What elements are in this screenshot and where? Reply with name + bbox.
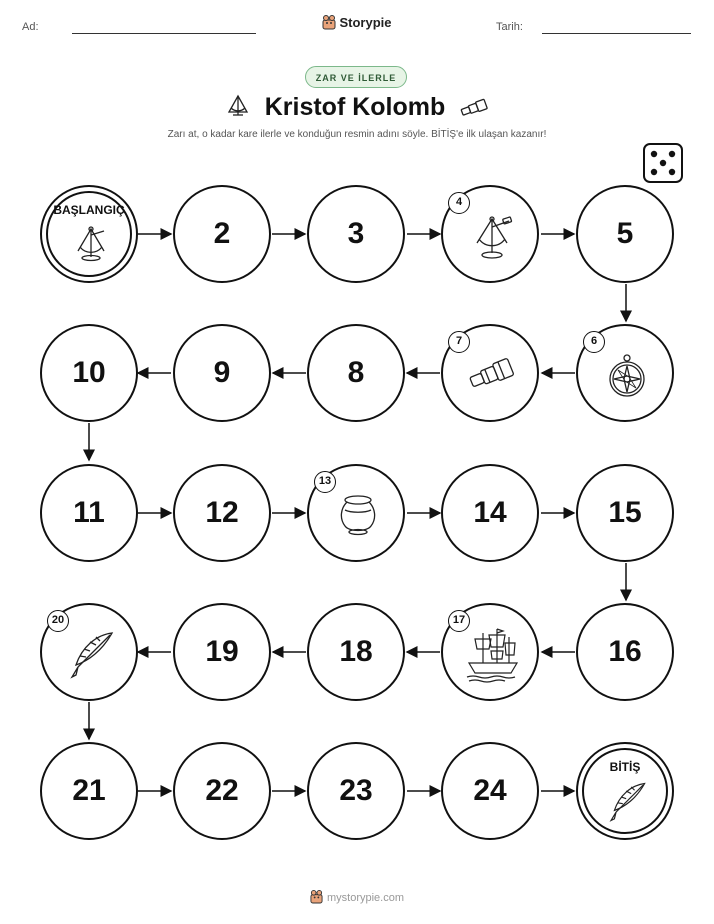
telescope-icon	[467, 356, 517, 392]
compass-icon	[605, 352, 649, 400]
square-11[interactable]: 11	[40, 464, 138, 562]
finish-square[interactable]	[576, 742, 674, 840]
square-number-badge: 13	[314, 471, 336, 493]
start-sextant-icon	[70, 221, 112, 263]
square-8[interactable]: 8	[307, 324, 405, 422]
finish-quill-icon	[606, 780, 648, 824]
sextant-icon	[469, 211, 515, 261]
square-12[interactable]: 12	[173, 464, 271, 562]
square-number-badge: 17	[448, 610, 470, 632]
quill-icon	[66, 629, 116, 681]
square-9[interactable]: 9	[173, 324, 271, 422]
square-24[interactable]: 24	[441, 742, 539, 840]
square-5[interactable]: 5	[576, 185, 674, 283]
square-number-badge: 7	[448, 331, 470, 353]
date-label: Tarih:	[496, 21, 523, 33]
square-16[interactable]: 16	[576, 603, 674, 701]
square-14[interactable]: 14	[441, 464, 539, 562]
start-square[interactable]	[40, 185, 138, 283]
game-type-badge: ZAR VE İLERLE	[305, 66, 407, 88]
instructions: Zarı at, o kadar kare ilerle ve konduğun resmin adını söyle. BİTİŞ'e ilk ulaşan kazanır!	[167, 129, 547, 140]
footer-url[interactable]: mystorypie.com	[326, 891, 405, 904]
square-23[interactable]: 23	[307, 742, 405, 840]
square-21[interactable]: 21	[40, 742, 138, 840]
square-3[interactable]: 3	[307, 185, 405, 283]
name-label: Ad:	[22, 21, 39, 33]
square-10[interactable]: 10	[40, 324, 138, 422]
square-22[interactable]: 22	[173, 742, 271, 840]
square-19[interactable]: 19	[173, 603, 271, 701]
square-number-badge: 6	[583, 331, 605, 353]
finish-label: BİTİŞ	[609, 760, 641, 774]
start-label: BAŞLANGIÇ	[53, 203, 125, 217]
footer-logo-icon	[310, 889, 323, 907]
square-number-badge: 20	[47, 610, 69, 632]
footer	[0, 889, 714, 907]
square-18[interactable]: 18	[307, 603, 405, 701]
brand-name: Storypie	[339, 14, 392, 30]
ship-icon	[465, 625, 521, 683]
square-15[interactable]: 15	[576, 464, 674, 562]
square-number-badge: 4	[448, 192, 470, 214]
square-2[interactable]: 2	[173, 185, 271, 283]
pot-icon	[335, 492, 381, 538]
title-text: Kristof Kolomb	[264, 93, 446, 122]
